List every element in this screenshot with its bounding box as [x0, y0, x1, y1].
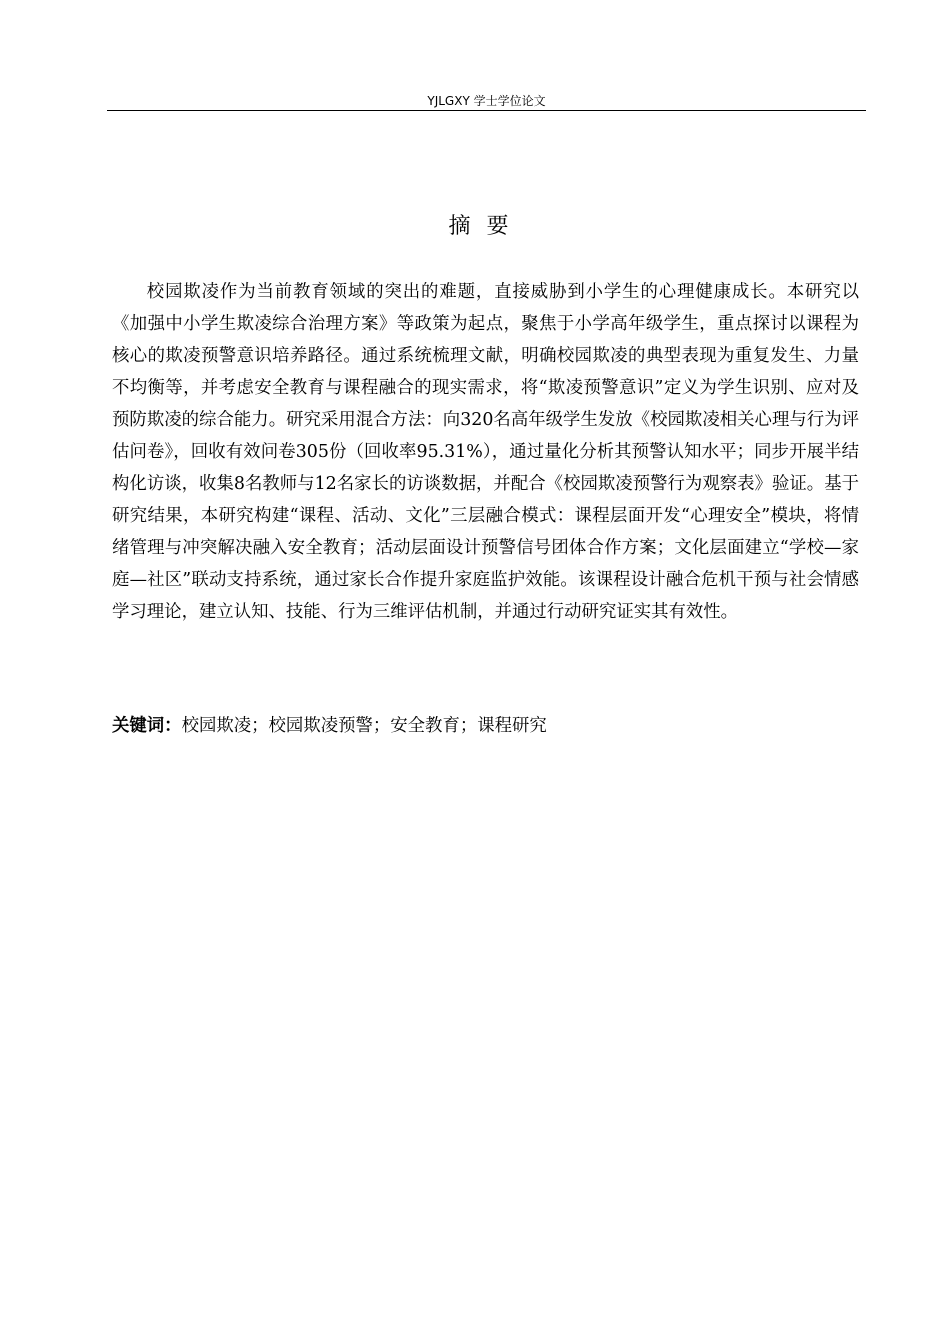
abstract-body: 校园欺凌作为当前教育领域的突出的难题，直接威胁到小学生的心理健康成长。本研究以《加强中小学生欺凌综合治理方案》等政策为起点，聚焦于小学高年级学生，重点探讨以课程为核心的欺凌预警意识培养路径。通过系统梳理文献，明确校园欺凌的典型表现为重复发生、力量不均衡等，并考虑安全教育与课程融合的现实需求，将“欺凌预警意识”定义为学生识别、应对及预防欺凌的综合能力。研究采用混合方法：向320名高年级学生发放《校园欺凌相关心理与行为评估问卷》，回收有效问卷305份（回收率95.31%），通过量化分析其预警认知水平；同步开展半结构化访谈，收集8名教师与12名家长的访谈数据，并配合《校园欺凌预警行为观察表》验证。基于研究结果，本研究构建“课程、活动、文化”三层融合模式：课程层面开发“心理安全”模块，将情绪管理与冲突解决融入安全教育；活动层面设计预警信号团体合作方案；文化层面建立“学校—家庭—社区”联动支持系统，通过家长合作提升家庭监护效能。该课程设计融合危机干预与社会情感学习理论，建立认知、技能、行为三维评估机制，并通过行动研究证实其有效性。: [112, 282, 859, 622]
keywords-line: [112, 710, 859, 742]
keywords-text: 校园欺凌；校园欺凌预警；安全教育；课程研究: [181, 716, 547, 736]
keywords-label: 关键词：: [112, 716, 182, 736]
header-divider: [107, 110, 866, 111]
page-header: YJLGXY 学士学位论文: [427, 94, 546, 108]
abstract-title: 摘要: [448, 214, 525, 239]
